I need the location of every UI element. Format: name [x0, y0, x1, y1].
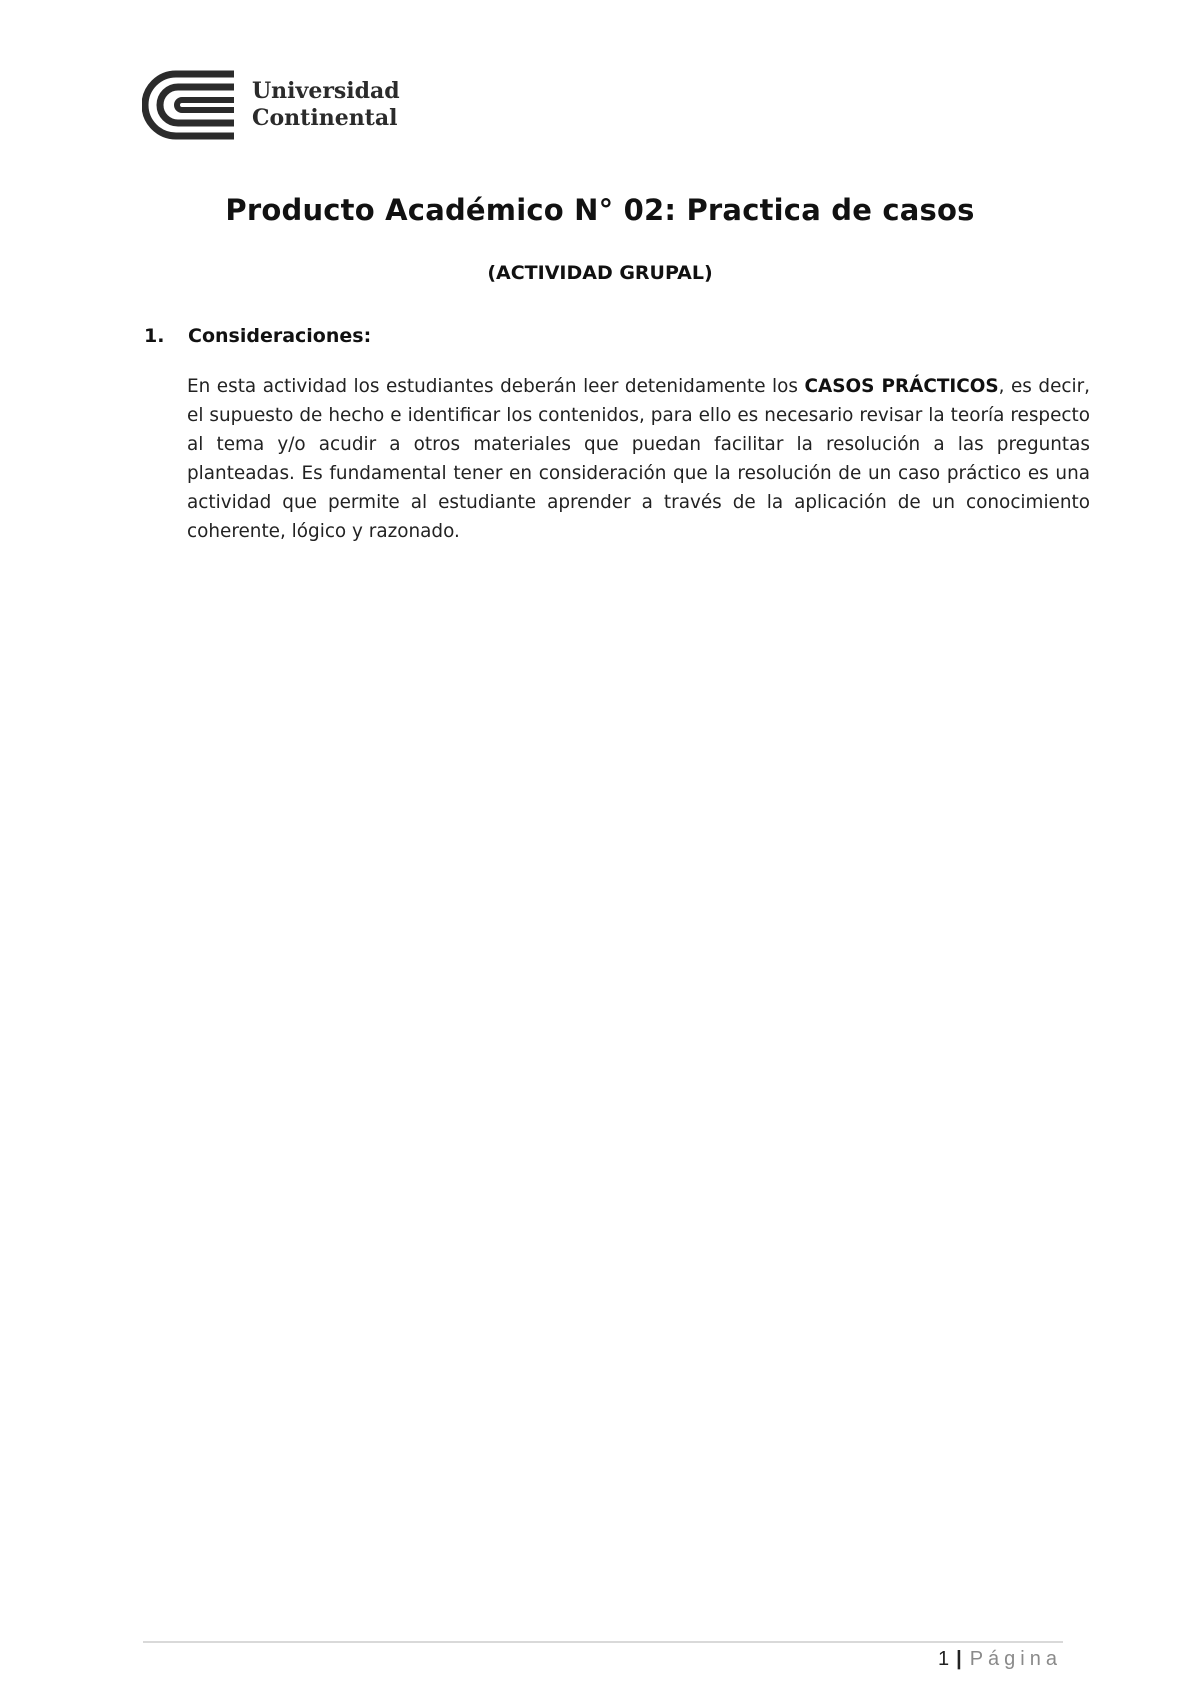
footer-separator: |: [956, 1648, 962, 1670]
page-footer: [938, 1648, 1062, 1671]
section-heading: [144, 325, 371, 347]
page-label: Página: [969, 1648, 1062, 1670]
paragraph-text-end: , es decir, el supuesto de hecho e identificar los contenidos, para ello es necesario revisar la teoría respecto al tema y/o acudir a otros materiales que puedan facilitar la resolución a las preguntas planteadas. Es fundamental tener en consideración que la resolución de un caso práctico es una actividad que permite al estudiante aprender a través de la aplicación de un conocimiento coherente, lógico y razonado.: [187, 376, 1091, 542]
section-title: Consideraciones:: [188, 325, 372, 347]
document-subtitle: (ACTIVIDAD GRUPAL): [487, 262, 713, 284]
institution-logo: [142, 70, 400, 140]
paragraph-emphasis: CASOS PRÁCTICOS: [804, 376, 999, 397]
page-number: 1: [937, 1648, 950, 1670]
institution-name-line2: Continental: [252, 105, 398, 131]
institution-name: [252, 78, 400, 132]
university-continental-emblem-icon: [142, 70, 238, 140]
document-title: Producto Académico N° 02: Practica de casos: [225, 193, 975, 227]
section-number: 1.: [144, 325, 165, 347]
paragraph-text-start: En esta actividad los estudiantes deberán leer detenidamente los: [187, 376, 805, 397]
footer-divider: [143, 1641, 1063, 1643]
section-paragraph: [187, 372, 1090, 546]
institution-name-line1: Universidad: [252, 78, 400, 104]
